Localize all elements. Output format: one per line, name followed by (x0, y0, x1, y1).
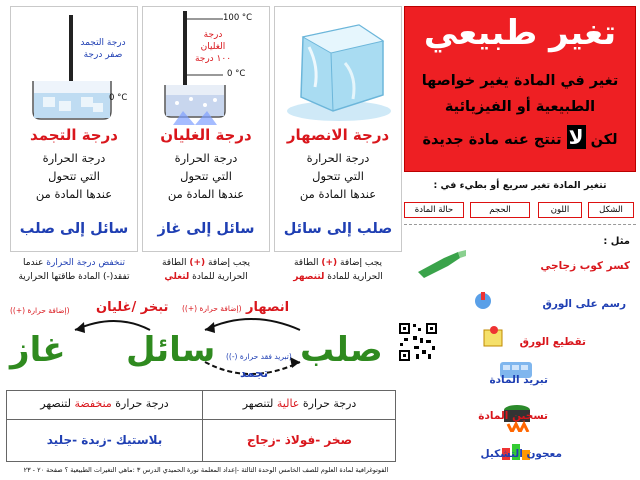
boiling-note-c: الحرارية للمادة (192, 272, 248, 282)
ice-cube-illustration (275, 7, 401, 125)
example-cooling: تبريد المادة (489, 374, 548, 386)
melting-definition (275, 149, 401, 203)
low-temp-header-b: لتنصهر (40, 397, 71, 410)
low-temp-header-red: منخفضة (74, 397, 112, 410)
properties-heading: تتغير المادة تغير سريع أو بطيء في : (433, 180, 607, 191)
freezing-note-b: عندما (23, 258, 44, 268)
melting-note-a: يجب إضافة (340, 258, 383, 268)
page-title: تغير طبيعي (423, 13, 617, 53)
high-temp-header-red: عالية (276, 397, 300, 410)
freezing-beaker-illustration (11, 7, 137, 125)
evaporation-label: تبخر /غليان (96, 300, 169, 315)
freezing-note-c: تفقد(-) المادة طاقتها الحرارية (18, 272, 130, 282)
high-temp-header-b: لتنصهر (242, 397, 274, 410)
melting-note (274, 256, 402, 284)
melting-process-note: (إضافة حرارة (+)) (182, 304, 242, 313)
boiling-beaker-illustration (143, 7, 269, 125)
footer-credit: الفوتوغرافية لمادة العلوم للصف الخامس الوحدة الثالثة -إعداد المعلمة نورة الحميدي الدرس ٣ :ماهي التغيرات الطبيعية ؟ صفحة ٢٠ - ٢٣ (23, 466, 389, 474)
boiling-label-2: ١٠٠ درجة (194, 54, 232, 64)
property-state: حالة المادة (404, 202, 464, 218)
melting-point-title: درجة الانصهار (286, 126, 390, 144)
melting-column (274, 6, 402, 252)
property-shape: الشكل (588, 202, 634, 218)
title-line-2: الطبيعية أو الفيزيائية (444, 99, 596, 115)
property-volume: الحجم (470, 202, 530, 218)
boiling-label-1: درجة الغليان (200, 30, 226, 52)
freezing-desc-1: درجة الحرارة (42, 151, 106, 165)
melting-note-c: الحرارية للمادة (327, 272, 383, 282)
liquid-label: سائل (126, 330, 216, 370)
title-line-3-pre: لكن (590, 132, 618, 148)
boiling-desc-3: عندها المادة من (167, 187, 245, 201)
melting-temperature-table (6, 390, 396, 462)
boiling-desc-1: درجة الحرارة (174, 151, 238, 165)
freezing-definition (11, 149, 137, 203)
qr-code[interactable] (398, 322, 438, 362)
melting-note-plus: (+) (321, 258, 338, 268)
melting-process-label: انصهار (246, 300, 290, 315)
boiling-note-b: الطاقة (161, 258, 187, 268)
boiling-therm-top-label: 100 °C (223, 13, 253, 23)
freezing-point-label (73, 37, 133, 61)
title-line-3-post: تنتج عنه مادة جديدة (422, 132, 562, 148)
freezing-label-2: صفر درجة (83, 50, 123, 60)
gas-label: غاز (10, 330, 66, 370)
high-temp-examples: صخر -فولاذ -زجاج (246, 433, 353, 447)
freezing-process-note: (تبريد فقد حرارة (-)) (226, 352, 292, 361)
boiling-point-label (191, 29, 235, 65)
freezing-desc-2: التي تتحول (48, 169, 100, 183)
examples-heading: مثل : (603, 236, 630, 247)
melting-result: صلب إلى سائل (283, 221, 393, 237)
melting-desc-3: عندها المادة من (299, 187, 377, 201)
evaporation-note: (إضافة حرارة (+)) (10, 306, 70, 315)
example-drawing: رسم على الورق (542, 298, 626, 310)
title-line-3-la: لا (568, 125, 584, 149)
melting-desc-1: درجة الحرارة (306, 151, 370, 165)
freezing-note (10, 256, 138, 284)
freezing-therm-label: 0 °C (109, 93, 128, 103)
boiling-definition (143, 149, 269, 203)
boiling-note-a: يجب إضافة (208, 258, 251, 268)
freezing-result: سائل إلى صلب (19, 221, 129, 237)
boiling-point-title: درجة الغليان (160, 126, 252, 144)
boiling-column (142, 6, 270, 252)
boiling-note-plus: (+) (189, 258, 206, 268)
freezing-column (10, 6, 138, 252)
boiling-therm-bottom-label: 0 °C (227, 69, 246, 79)
low-temp-header (7, 397, 202, 410)
solid-label: صلب (300, 330, 383, 370)
freezing-process-label: تجمد (240, 366, 269, 380)
low-temp-header-a: درجة حرارة (115, 397, 169, 410)
broken-glass-icon (414, 248, 470, 284)
boiling-result: سائل إلى غاز (157, 221, 255, 237)
high-temp-header (204, 397, 395, 410)
example-broken-glass: كسر كوب زجاجي (540, 260, 630, 272)
freezing-note-a: تنخفض درجة الحرارة (46, 258, 125, 268)
boiling-note-red: لتغلي (164, 272, 190, 282)
low-temp-examples: بلاستيك -زبدة -جليد (46, 433, 163, 447)
freezing-label-1: درجة التجمد (80, 38, 126, 48)
boiling-note (142, 256, 270, 284)
melting-desc-2: التي تتحول (312, 169, 364, 183)
freezing-desc-3: عندها المادة من (35, 187, 113, 201)
example-heating: تسخين المادة (478, 410, 548, 422)
melting-note-b: الطاقة (293, 258, 319, 268)
title-line-3 (405, 125, 635, 149)
example-cutting-paper: تقطيع الورق (519, 336, 586, 348)
high-temp-header-a: درجة حرارة (302, 397, 357, 410)
melting-note-red: لتنصهر (293, 272, 325, 282)
boiling-desc-2: التي تتحول (180, 169, 232, 183)
property-color: اللون (538, 202, 582, 218)
example-modeling-clay: معجون التشكيل (480, 448, 562, 460)
title-line-1: تغير في المادة يغير خواصها (421, 73, 619, 89)
title-box (404, 6, 636, 172)
freezing-point-title: درجة التجمد (30, 126, 118, 144)
